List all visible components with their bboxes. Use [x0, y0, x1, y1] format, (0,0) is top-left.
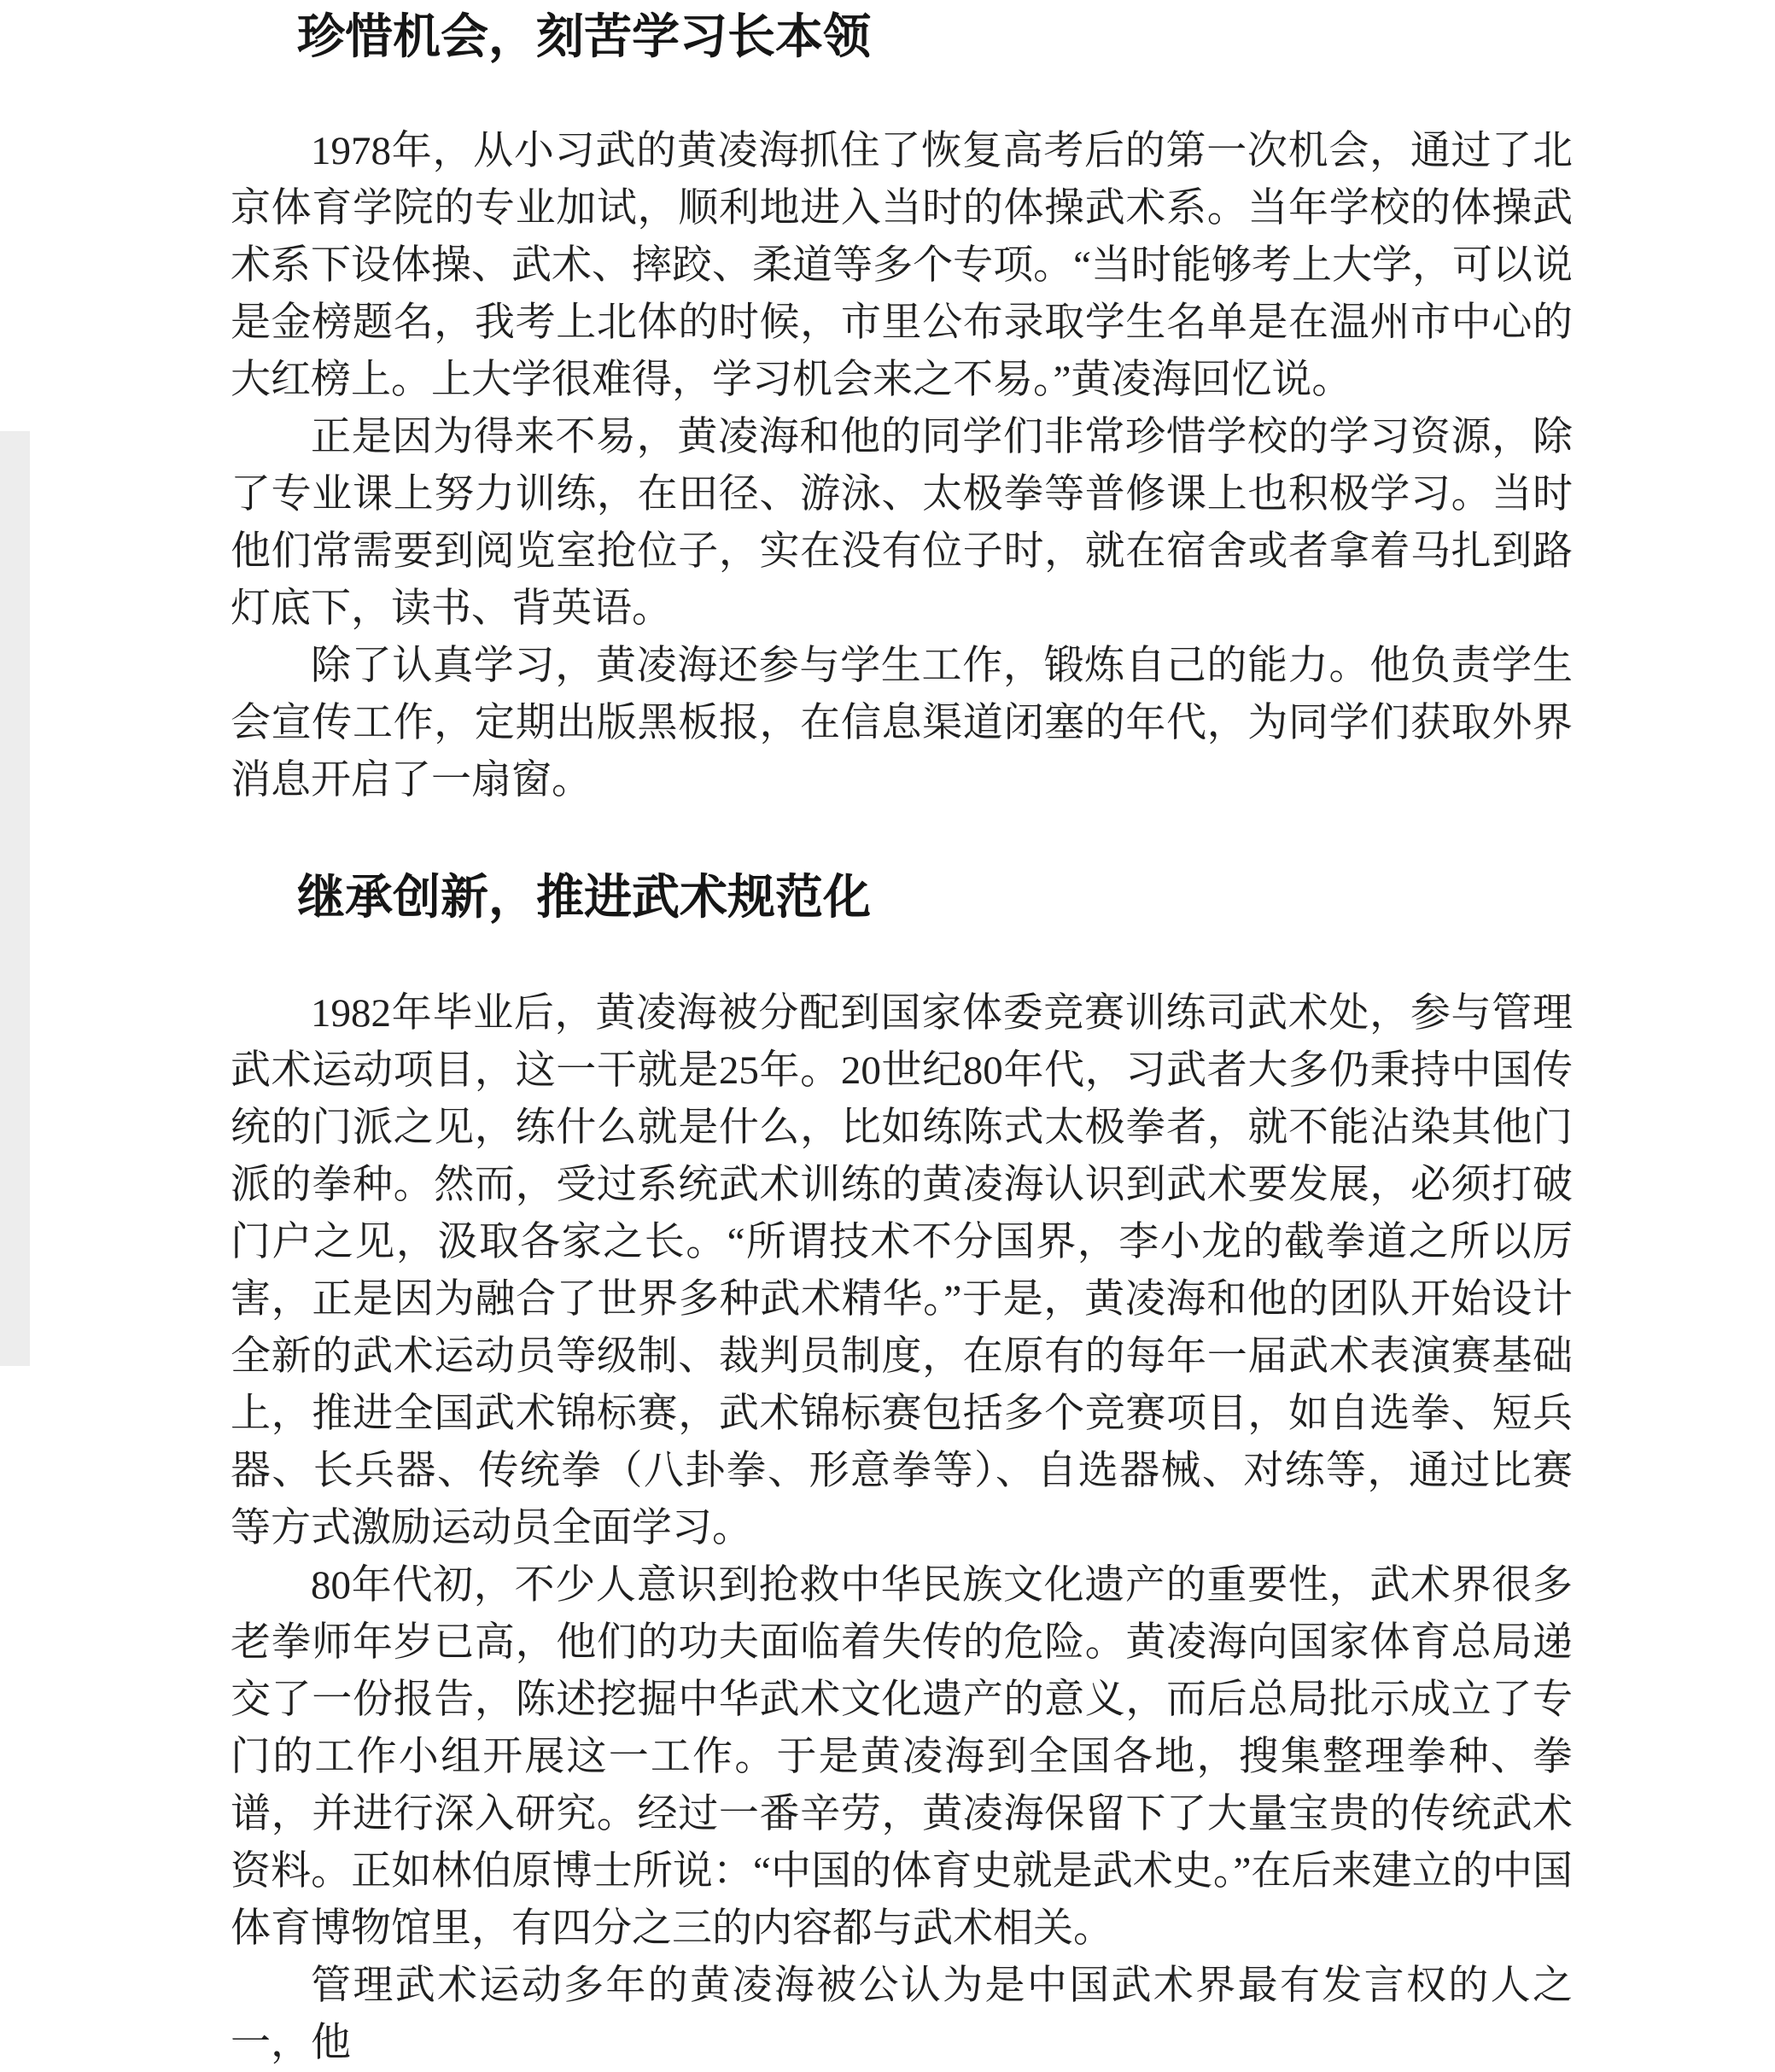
page-edge-strip — [0, 431, 30, 1366]
paragraph-3: 除了认真学习，黄凌海还参与学生工作，锻炼自己的能力。他负责学生会宣传工作，定期出版黑板报，在信息渠道闭塞的年代，为同学们获取外界消息开启了一扇窗。 — [231, 644, 1573, 803]
paragraph-4: 1982年毕业后，黄凌海被分配到国家体委竞赛训练司武术处，参与管理武术运动项目，这一干就是25年。20世纪80年代，习武者大多仍秉持中国传统的门派之见，练什么就是什么，比如练陈式太极拳者，就不能沾染其他门派的拳种。然而，受过系统武术训练的黄凌海认识到武术要发展，必须打破门户之见，汲取各家之长。“所谓技术不分国界，李小龙的截拳道之所以厉害，正是因为融合了世界多种武术精华。”于是，黄凌海和他的团队开始设计全新的武术运动员等级制、裁判员制度，在原有的每年一届武术表演赛基础上，推进全国武术锦标赛，武术锦标赛包括多个竞赛项目，如自选拳、短兵器、长兵器、传统拳（八卦拳、形意拳等）、自选器械、对练等，通过比赛等方式激励运动员全面学习。 — [231, 991, 1573, 1550]
paragraph-1: 1978年，从小习武的黄凌海抓住了恢复高考后的第一次机会，通过了北京体育学院的专业加试，顺利地进入当时的体操武术系。当年学校的体操武术系下设体操、武术、摔跤、柔道等多个专项。“当时能够考上大学，可以说是金榜题名，我考上北体的时候，市里公布录取学生名单是在温州市中心的大红榜上。上大学很难得，学习机会来之不易。”黄凌海回忆说。 — [231, 129, 1573, 402]
paragraph-5: 80年代初，不少人意识到抢救中华民族文化遗产的重要性，武术界很多老拳师年岁已高，他们的功夫面临着失传的危险。黄凌海向国家体育总局递交了一份报告，陈述挖掘中华武术文化遗产的意义，而后总局批示成立了专门的工作小组开展这一工作。于是黄凌海到全国各地，搜集整理拳种、拳谱，并进行深入研究。经过一番辛劳，黄凌海保留下了大量宝贵的传统武术资料。正如林伯原博士所说：“中国的体育史就是武术史。”在后来建立的中国体育博物馆里，有四分之三的内容都与武术相关。 — [231, 1563, 1573, 1951]
article-content — [231, 0, 1573, 2072]
section-heading-1: 珍惜机会，刻苦学习长本领 — [297, 9, 871, 63]
paragraph-2: 正是因为得来不易，黄凌海和他的同学们非常珍惜学校的学习资源，除了专业课上努力训练，在田径、游泳、太极拳等普修课上也积极学习。当时他们常需要到阅览室抢位子，实在没有位子时，就在宿舍或者拿着马扎到路灯底下，读书、背英语。 — [231, 415, 1573, 631]
paragraph-6: 管理武术运动多年的黄凌海被公认为是中国武术界最有发言权的人之一，他 — [231, 1964, 1573, 2065]
section-heading-2: 继承创新，推进武术规范化 — [297, 870, 871, 924]
